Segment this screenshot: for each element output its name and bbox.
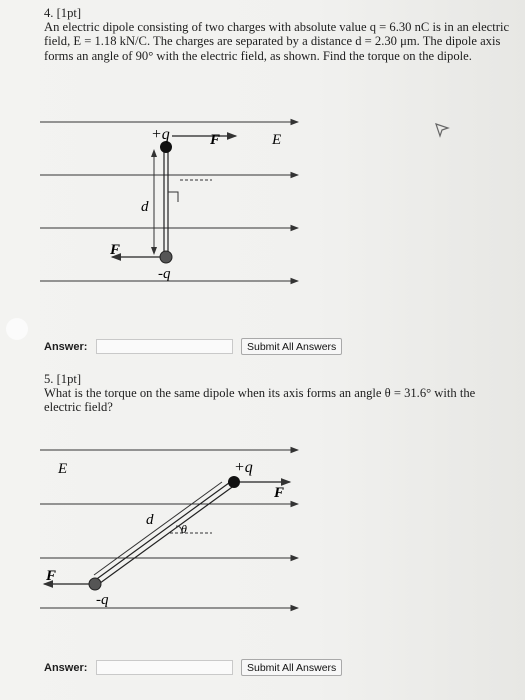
answer-row-5	[44, 659, 342, 676]
glare-spot	[6, 318, 28, 340]
angle-label: θ	[181, 522, 187, 536]
dipole-rod	[94, 480, 233, 581]
question-5	[44, 372, 514, 415]
force-label-bottom: F	[110, 242, 121, 258]
minus-q-label: -q	[158, 266, 171, 282]
force-label-top: F	[274, 485, 285, 501]
mouse-cursor-icon	[434, 122, 450, 138]
answer-row-4	[44, 338, 342, 355]
question-text: What is the torque on the same dipole when its axis forms an angle θ = 31.6° with the electric field?	[44, 386, 476, 415]
force-label-top: F	[210, 132, 221, 148]
distance-arrow	[94, 482, 222, 575]
question-4	[44, 6, 514, 63]
right-angle-marker	[168, 192, 178, 202]
plus-q-label: +q	[234, 459, 253, 476]
answer-label: Answer:	[44, 661, 88, 674]
distance-label: d	[146, 512, 154, 528]
negative-charge	[89, 578, 101, 590]
submit-all-answers-button[interactable]: Submit All Answers	[241, 338, 342, 355]
field-label: E	[272, 132, 282, 148]
question-text: An electric dipole consisting of two charges with absolute value q = 6.30 nC is in an electric field, E = 1.18 kN/C. The charges are separated by a distance d = 2.30 μm. The dipole axis forms an angle of 90° with the electric field, as shown. Find the torque on the dipole.	[44, 20, 510, 63]
question-number: 4. [1pt]	[44, 6, 82, 20]
field-label: E	[58, 461, 68, 477]
answer-input-5[interactable]	[96, 660, 233, 675]
minus-q-label: -q	[96, 592, 109, 608]
plus-q-label: +q	[151, 126, 170, 143]
dipole-figure-angled	[0, 440, 525, 625]
negative-charge	[160, 251, 172, 263]
distance-label: d	[141, 199, 149, 215]
submit-all-answers-button[interactable]: Submit All Answers	[241, 659, 342, 676]
answer-input-4[interactable]	[96, 339, 233, 354]
dipole-rod	[96, 485, 235, 586]
question-number: 5. [1pt]	[44, 372, 82, 386]
answer-label: Answer:	[44, 340, 88, 353]
positive-charge	[228, 476, 240, 488]
force-label-bottom: F	[46, 568, 57, 584]
